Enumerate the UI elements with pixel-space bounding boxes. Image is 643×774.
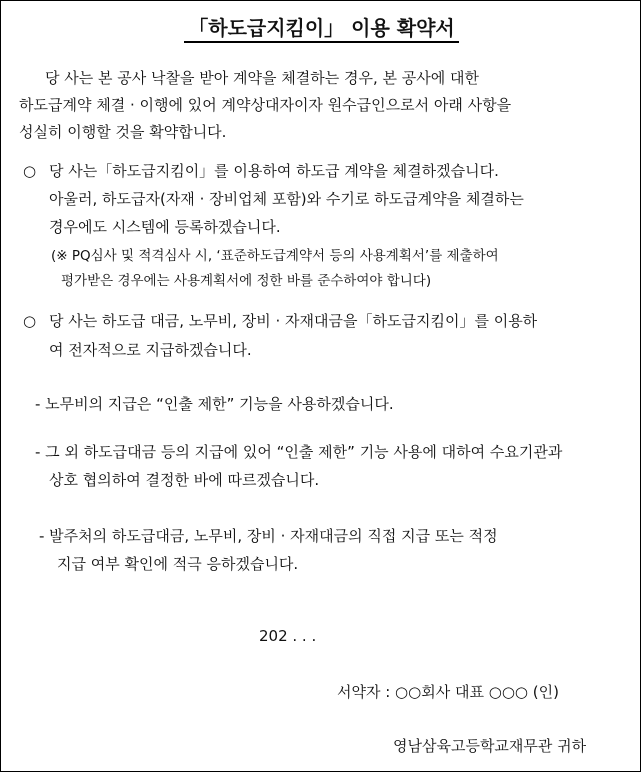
sub-item-1: - 노무비의 지급은 “인출 제한” 기능을 사용하겠습니다.	[35, 395, 394, 413]
signer-line: 서약자 : ○○회사 대표 ○○○ (인)	[337, 683, 559, 701]
item2-line-1: 당 사는 하도급 대금, 노무비, 장비 · 자재대금을「하도급지킴이」를 이용하	[49, 312, 538, 330]
item1-bullet-icon: ○	[23, 162, 37, 180]
document-title	[1, 15, 642, 41]
document-title-text: 「하도급지킴이」 이용 확약서	[184, 16, 458, 43]
addressee-line: 영남삼육고등학교재무관 귀하	[393, 737, 587, 755]
item1-line-1: 당 사는「하도급지킴이」를 이용하여 하도급 계약을 체결하겠습니다.	[49, 162, 499, 180]
sub-item-3-line-2: 지급 여부 확인에 적극 응하겠습니다.	[57, 555, 299, 573]
intro-line-3: 성실히 이행할 것을 확약합니다.	[19, 123, 227, 141]
item1-line-2: 아울러, 하도급자(자재 · 장비업체 포함)와 수기로 하도급계약을 체결하는	[49, 190, 524, 208]
item2-line-2: 여 전자적으로 지급하겠습니다.	[49, 341, 252, 359]
sub-item-2-line-2: 상호 협의하여 결정한 바에 따르겠습니다.	[49, 471, 320, 489]
item2-bullet-icon: ○	[23, 312, 37, 330]
item1-note-line-1: (※ PQ심사 및 적격심사 시, ‘표준하도급계약서 등의 사용계획서’를 제출하여	[51, 248, 499, 264]
intro-line-2: 하도급계약 체결 · 이행에 있어 계약상대자이자 원수급인으로서 아래 사항을	[19, 96, 512, 114]
intro-line-1: 당 사는 본 공사 낙찰을 받아 계약을 체결하는 경우, 본 공사에 대한	[45, 69, 479, 87]
item1-line-3: 경우에도 시스템에 등록하겠습니다.	[49, 218, 281, 236]
item1-note-line-2: 평가받은 경우에는 사용계획서에 정한 바를 준수하여야 합니다)	[61, 273, 432, 289]
sub-item-3-line-1: - 발주처의 하도급대금, 노무비, 장비 · 자재대금의 직접 지급 또는 적정	[39, 527, 498, 545]
date-line: 202 . . .	[259, 627, 317, 645]
sub-item-2-line-1: - 그 외 하도급대금 등의 지급에 있어 “인출 제한” 기능 사용에 대하여 수요기관과	[35, 443, 563, 461]
